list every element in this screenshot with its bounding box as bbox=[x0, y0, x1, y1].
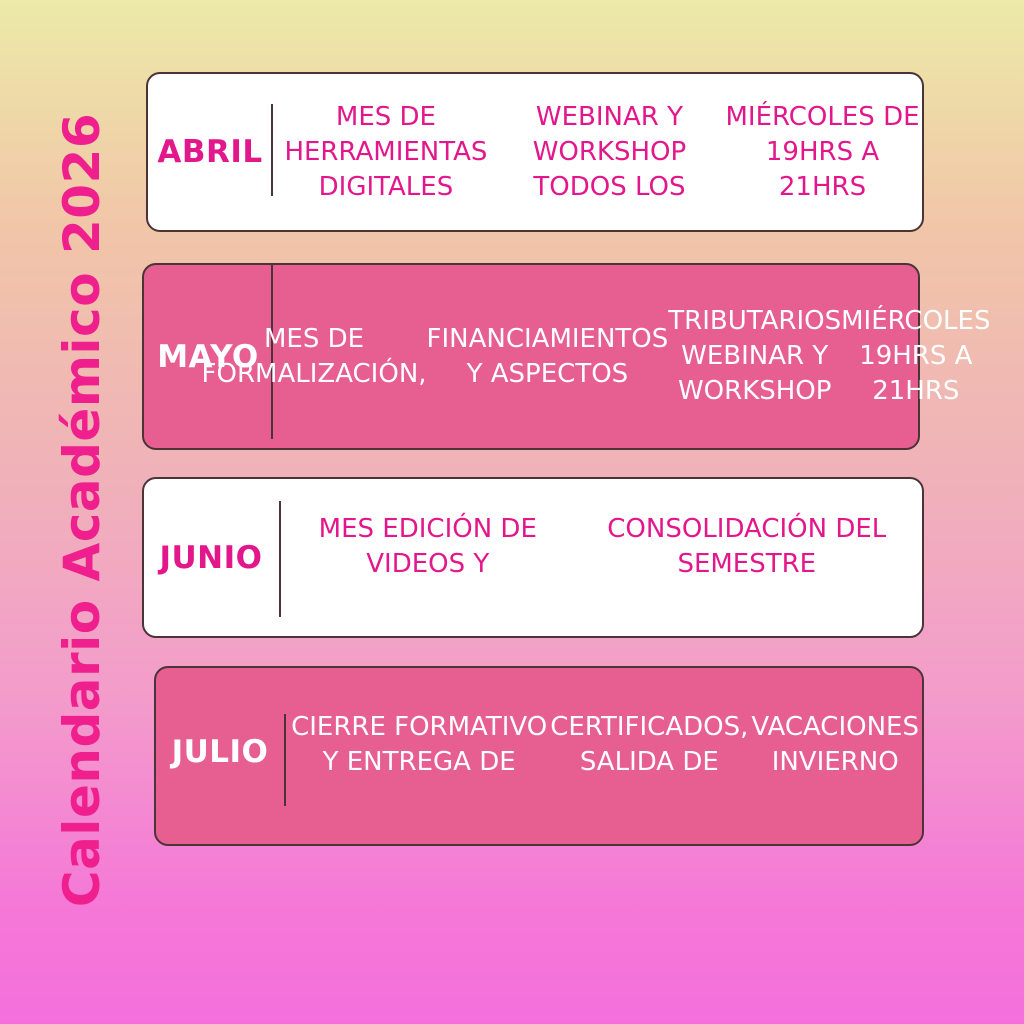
month-card-junio bbox=[142, 477, 924, 638]
divider bbox=[279, 501, 281, 617]
month-label: JULIO bbox=[171, 734, 269, 770]
month-card-abril bbox=[146, 72, 924, 232]
description-line: CIERRE FORMATIVO Y ENTREGA DE bbox=[291, 712, 548, 777]
month-card-mayo bbox=[142, 263, 991, 450]
description-line: FINANCIAMIENTOS Y ASPECTOS bbox=[426, 323, 669, 389]
month-description bbox=[276, 74, 922, 230]
page-title: Calendario Académico 2026 bbox=[53, 112, 111, 908]
description-line: MIÉRCOLES 19HRS A 21HRS bbox=[841, 306, 991, 406]
description-line: VACACIONES INVIERNO bbox=[751, 712, 919, 777]
month-description bbox=[284, 479, 922, 636]
description-line: MES EDICIÓN DE VIDEOS Y bbox=[318, 513, 537, 579]
divider bbox=[284, 714, 286, 806]
month-card-julio bbox=[154, 666, 924, 846]
month-label: MAYO bbox=[157, 338, 259, 375]
month-label: ABRIL bbox=[157, 134, 263, 170]
description-line: MES DE HERRAMIENTAS DIGITALES bbox=[284, 101, 488, 202]
divider bbox=[271, 104, 273, 196]
description-line: CONSOLIDACIÓN DEL SEMESTRE bbox=[607, 513, 887, 579]
month-description bbox=[288, 668, 922, 844]
description-line: CERTIFICADOS, SALIDA DE bbox=[550, 712, 749, 777]
month-label: JUNIO bbox=[159, 539, 263, 576]
description-line: TRIBUTARIOS WEBINAR Y WORKSHOP bbox=[668, 306, 842, 406]
description-line: WEBINAR Y WORKSHOP TODOS LOS bbox=[532, 101, 687, 202]
description-line: MES DE FORMALIZACIÓN, bbox=[201, 323, 427, 389]
description-line: MIÉRCOLES DE 19HRS A 21HRS bbox=[725, 101, 920, 202]
